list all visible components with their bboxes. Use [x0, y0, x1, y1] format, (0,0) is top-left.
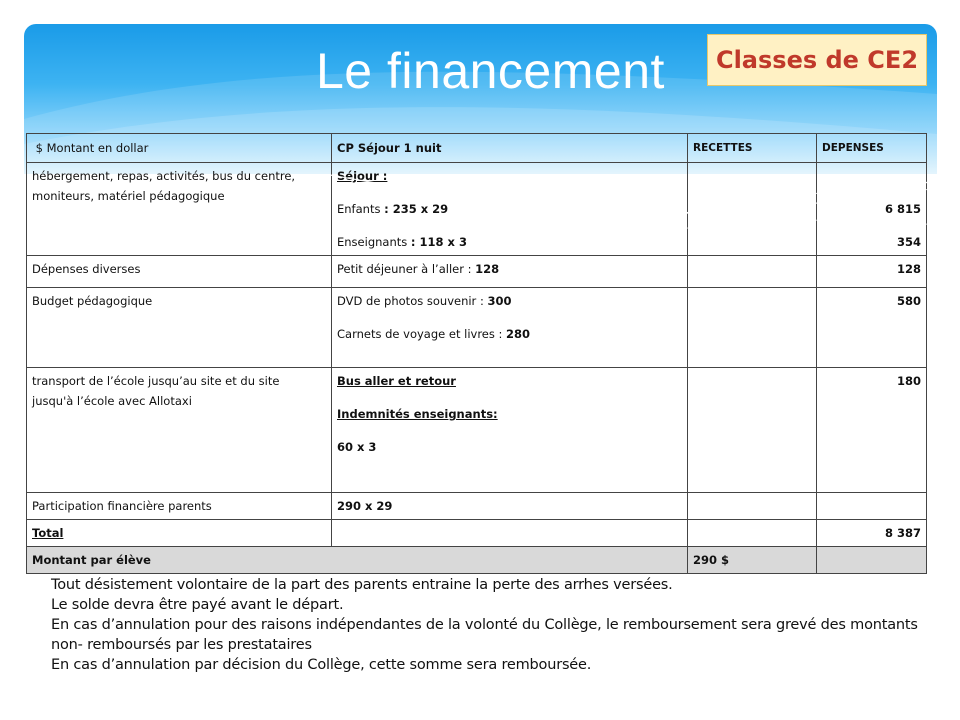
- row-details: [332, 288, 688, 368]
- table-row: [27, 288, 927, 368]
- dvd-value: 300: [487, 294, 512, 308]
- dvd-label: DVD de photos souvenir :: [337, 294, 488, 308]
- transport-desc-line-1: transport de l’école jusqu’au site et du site: [32, 374, 280, 388]
- total-label: Total: [27, 520, 332, 547]
- expense-children: 6 815: [884, 202, 921, 216]
- revenue-cell: [688, 163, 817, 256]
- teachers-line: [337, 232, 682, 252]
- header-stay-cell: CP Séjour 1 nuit: [332, 134, 688, 163]
- note-line: Tout désistement volontaire de la part des parents entraine la perte des arrhes versées.: [51, 577, 673, 593]
- notebooks-line: [337, 324, 682, 344]
- expense-cell: [817, 493, 927, 520]
- row-description: hébergement, repas, activités, bus du centre, moniteurs, matériel pédagogique: [27, 163, 332, 256]
- teachers-label: Enseignants: [337, 235, 411, 249]
- dvd-line: [337, 291, 682, 311]
- header-expenses-cell: DEPENSES: [817, 134, 927, 163]
- row-description: Participation financière parents: [27, 493, 332, 520]
- row-details: [332, 368, 688, 493]
- notebooks-label: Carnets de voyage et livres :: [337, 327, 507, 341]
- row-description: Dépenses diverses: [27, 256, 332, 288]
- header-revenue-cell: RECETTES: [688, 134, 817, 163]
- per-student-row: [27, 547, 927, 574]
- children-line: [337, 199, 682, 219]
- row-description: Budget pédagogique: [27, 288, 332, 368]
- class-badge: Classes de CE2: [707, 34, 927, 86]
- budget-table: [26, 133, 927, 574]
- expense-cell: 180: [817, 368, 927, 493]
- row-details: 290 x 29: [332, 493, 688, 520]
- children-label: Enfants: [337, 202, 385, 216]
- note-line: Le solde devra être payé avant le départ.: [51, 597, 344, 613]
- header-amount-label: $ Montant en dollar: [35, 141, 149, 155]
- teachers-value: : 118 x 3: [410, 235, 467, 249]
- per-student-value: 290 $: [688, 547, 817, 574]
- note-line: En cas d’annulation par décision du Collège, cette somme sera remboursée.: [51, 657, 592, 673]
- revenue-cell: [688, 256, 817, 288]
- note-line: En cas d’annulation pour des raisons indépendantes de la volonté du Collège, le remboursement sera grevé des montants non- remboursés par les prestataires: [51, 617, 918, 653]
- slide-title: Le financement: [316, 43, 665, 99]
- table-header-row: [27, 134, 927, 163]
- header-amount-cell: [27, 134, 332, 163]
- table-row: [27, 368, 927, 493]
- children-value: : 235 x 29: [384, 202, 449, 216]
- total-details: [332, 520, 688, 547]
- total-row: [27, 520, 927, 547]
- table-row: [27, 256, 927, 288]
- breakfast-value: 128: [475, 262, 500, 276]
- expense-cell: 580: [817, 288, 927, 368]
- per-student-label: Montant par élève: [27, 547, 688, 574]
- total-revenue: [688, 520, 817, 547]
- revenue-cell: [688, 493, 817, 520]
- bus-heading: Bus aller et retour: [337, 374, 456, 388]
- allowance-calc: 60 x 3: [337, 440, 377, 454]
- revenue-cell: [688, 368, 817, 493]
- expense-cell: [817, 163, 927, 256]
- notebooks-value: 280: [506, 327, 531, 341]
- row-description: [27, 368, 332, 493]
- allowance-heading: Indemnités enseignants:: [337, 407, 498, 421]
- revenue-cell: [688, 288, 817, 368]
- table-row: [27, 163, 927, 256]
- per-student-empty: [817, 547, 927, 574]
- row-details: [332, 163, 688, 256]
- total-expenses: 8 387: [817, 520, 927, 547]
- stay-heading: Séjour :: [337, 169, 388, 183]
- row-details: [332, 256, 688, 288]
- transport-desc-line-2: jusqu'à l’école avec Allotaxi: [32, 394, 192, 408]
- conditions-notes: [51, 575, 931, 675]
- breakfast-label: Petit déjeuner à l’aller :: [337, 262, 476, 276]
- expense-teachers: 354: [896, 235, 921, 249]
- expense-cell: 128: [817, 256, 927, 288]
- table-row: [27, 493, 927, 520]
